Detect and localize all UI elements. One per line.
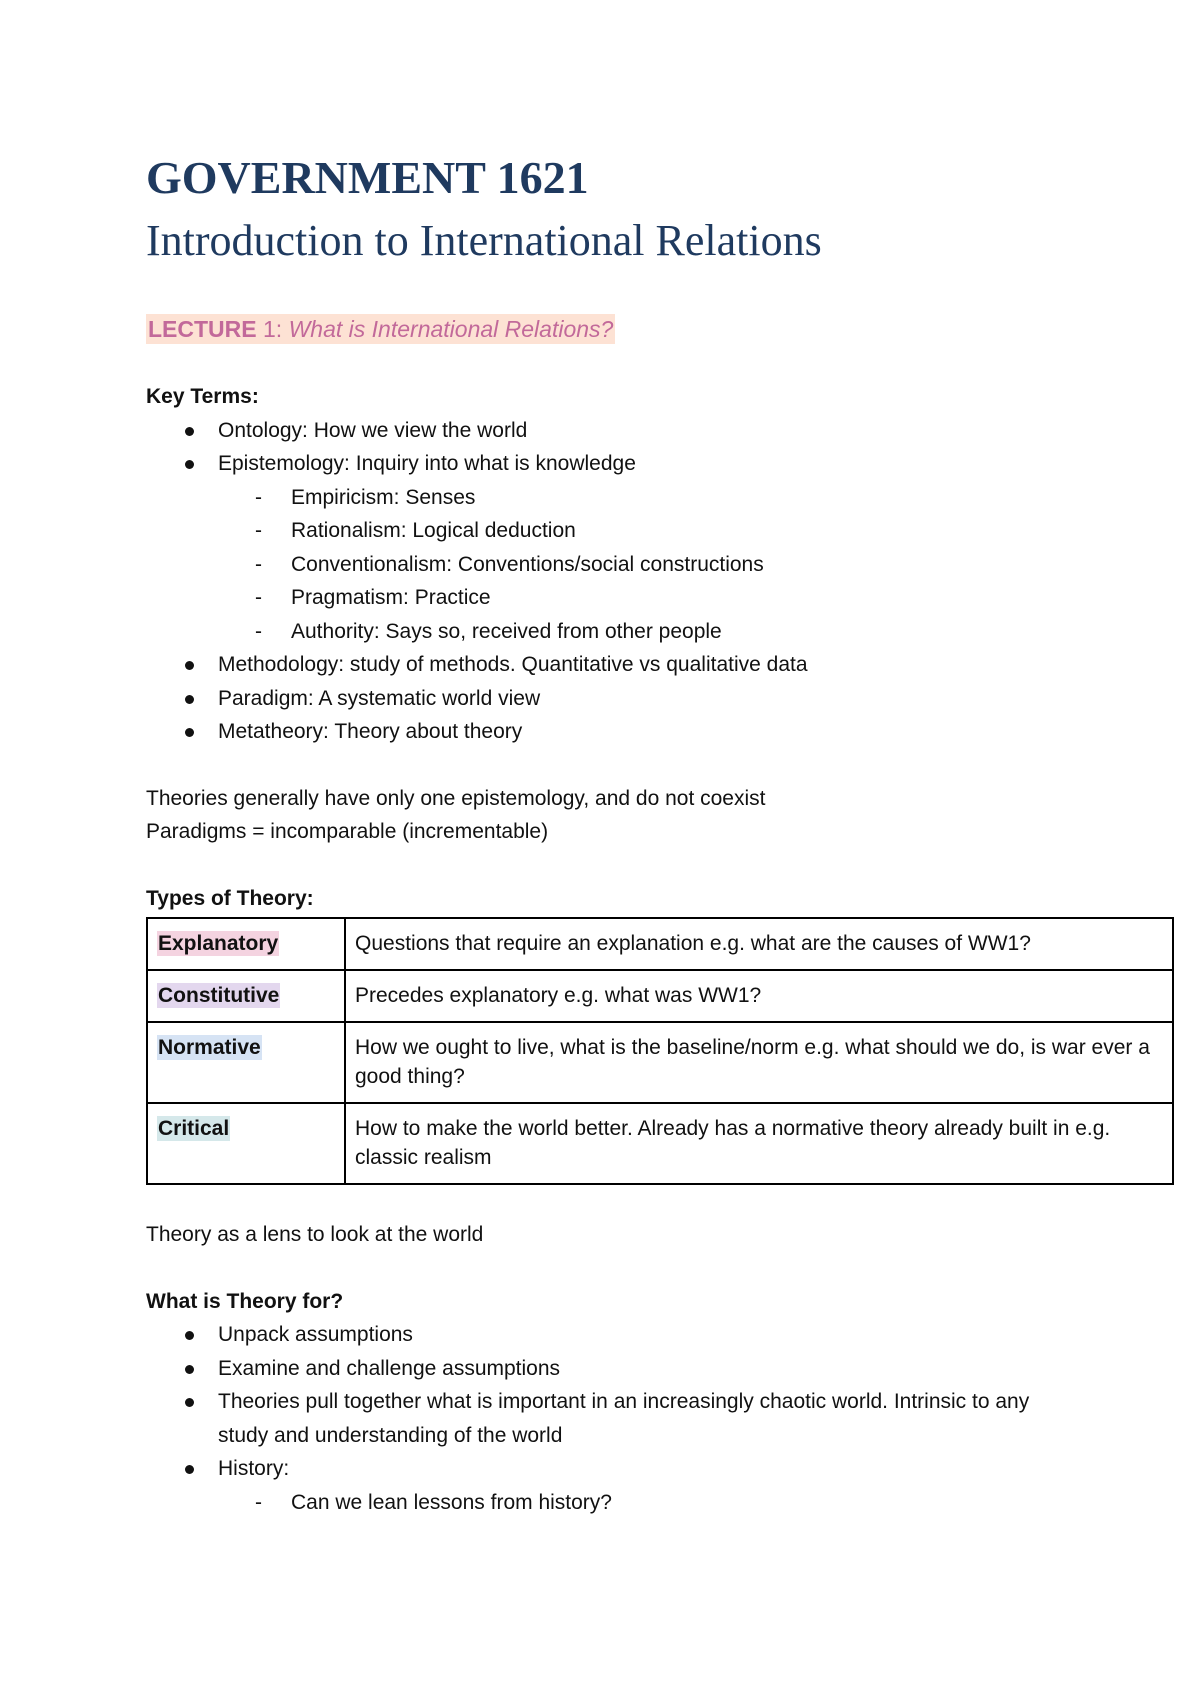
key-term-epistemology: Epistemology: Inquiry into what is knowledge — [218, 452, 636, 475]
dash-icon: - — [255, 586, 262, 609]
theory-description-cell: Precedes explanatory e.g. what was WW1? — [345, 970, 1173, 1022]
list-item — [146, 715, 1176, 749]
sub-list-item — [146, 548, 1176, 582]
sub-list-item — [146, 514, 1176, 548]
list-item — [146, 682, 1176, 716]
table-row — [147, 918, 1173, 970]
key-term-ontology: Ontology: How we view the world — [218, 418, 528, 442]
lecture-number: 1: — [256, 316, 289, 342]
sub-list-item — [146, 581, 1176, 615]
dash-icon: - — [255, 552, 262, 576]
theory-type-label: Critical — [158, 1117, 230, 1140]
bullet-icon — [185, 661, 194, 670]
theory-for-heading: What is Theory for? — [146, 1289, 344, 1313]
dash-icon: - — [255, 1490, 262, 1514]
list-item — [146, 1318, 1176, 1352]
table-row — [147, 1022, 1173, 1103]
epistemology-type: Authority: Says so, received from other people — [291, 619, 722, 643]
theory-type-cell — [147, 918, 345, 970]
theory-type-label: Normative — [158, 1036, 261, 1059]
lens-note: Theory as a lens to look at the world — [146, 1223, 484, 1246]
dash-icon: - — [255, 485, 262, 509]
bullet-icon — [185, 695, 194, 704]
note-line: Theories generally have only one epistemology, and do not coexist — [146, 786, 766, 810]
sub-list-item — [146, 481, 1176, 515]
types-of-theory-table — [146, 917, 1174, 1185]
theory-purpose: Examine and challenge assumptions — [218, 1356, 561, 1380]
epistemology-type: Rationalism: Logical deduction — [291, 519, 576, 542]
theory-type-label: Explanatory — [158, 932, 279, 955]
bullet-icon — [185, 1465, 194, 1474]
theory-description-cell: How we ought to live, what is the baseline/norm e.g. what should we do, is war ever a good thing? — [345, 1022, 1173, 1103]
lecture-highlight — [146, 314, 615, 344]
table-row — [147, 970, 1173, 1022]
history-question: Can we lean lessons from history? — [291, 1490, 612, 1514]
bullet-icon — [185, 427, 194, 436]
list-item — [146, 414, 1176, 448]
bullet-icon — [185, 728, 194, 737]
theory-type-cell — [147, 970, 345, 1022]
theory-purpose: History: — [218, 1457, 290, 1480]
theory-description-cell: Questions that require an explanation e.g. what are the causes of WW1? — [345, 918, 1173, 970]
lecture-heading — [146, 312, 1176, 346]
key-terms-list — [146, 414, 1176, 481]
epistemology-type: Empiricism: Senses — [291, 485, 476, 509]
sub-list-item — [146, 615, 1176, 649]
page-title: GOVERNMENT 1621 — [146, 152, 589, 203]
bullet-icon — [185, 1331, 194, 1340]
lecture-title: What is International Relations? — [288, 316, 614, 342]
key-term-paradigm: Paradigm: A systematic world view — [218, 686, 541, 710]
bullet-icon — [185, 1365, 194, 1374]
key-terms-list-continued — [146, 648, 1176, 749]
sub-list-item — [146, 1486, 1176, 1520]
theory-purpose: Theories pull together what is important in an increasingly chaotic world. Intrinsic to any study and understanding of the world — [218, 1390, 1030, 1447]
key-term-metatheory: Metatheory: Theory about theory — [218, 720, 523, 743]
document-content — [146, 150, 1176, 1519]
note-line: Paradigms = incomparable (incrementable) — [146, 820, 549, 843]
epistemology-type: Pragmatism: Practice — [291, 586, 491, 609]
bullet-icon — [185, 460, 194, 469]
epistemology-type: Conventionalism: Conventions/social constructions — [291, 552, 764, 576]
key-term-methodology: Methodology: study of methods. Quantitative vs qualitative data — [218, 653, 808, 676]
theory-for-list — [146, 1318, 1176, 1486]
theory-purpose: Unpack assumptions — [218, 1323, 413, 1346]
list-item — [146, 648, 1176, 682]
types-of-theory-heading: Types of Theory: — [146, 886, 314, 910]
bullet-icon — [185, 1398, 194, 1407]
list-item — [146, 447, 1176, 481]
table-row — [147, 1103, 1173, 1184]
page-subtitle: Introduction to International Relations — [146, 216, 822, 265]
key-terms-heading: Key Terms: — [146, 385, 259, 408]
theory-type-cell — [147, 1103, 345, 1184]
history-sublist — [146, 1486, 1176, 1520]
list-item — [146, 1385, 1176, 1452]
theory-type-label: Constitutive — [158, 984, 280, 1007]
list-item — [146, 1452, 1176, 1486]
theory-description-cell: How to make the world better. Already has a normative theory already built in e.g. classic realism — [345, 1103, 1173, 1184]
list-item — [146, 1352, 1176, 1386]
dash-icon: - — [255, 619, 262, 643]
epistemology-sublist — [146, 481, 1176, 649]
theory-type-cell — [147, 1022, 345, 1103]
lecture-label: LECTURE — [148, 316, 257, 342]
dash-icon: - — [255, 519, 262, 542]
